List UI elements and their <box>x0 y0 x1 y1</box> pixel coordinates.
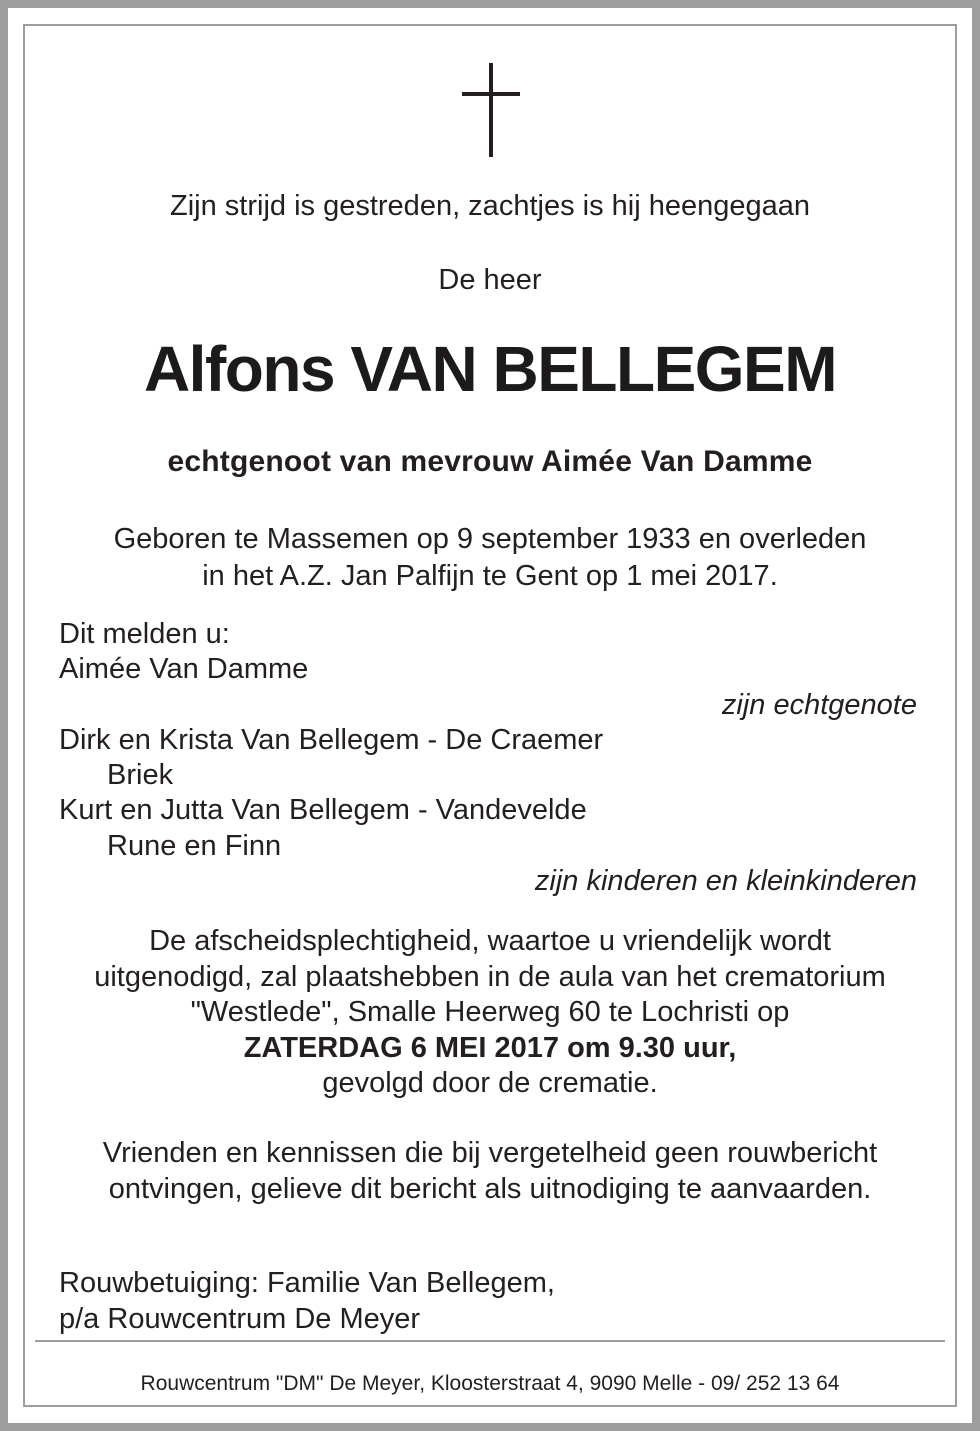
family-children-role: zijn kinderen en kleinkinderen <box>534 865 917 897</box>
condolences-line-1: Rouwbetuiging: Familie Van Bellegem, <box>59 1267 555 1299</box>
family-grandchild-2: Rune en Finn <box>107 830 282 862</box>
ceremony-line-2: uitgenodigd, zal plaatshebben in de aula van het crematorium <box>94 961 886 993</box>
funeral-home-footer: Rouwcentrum "DM" De Meyer, Kloosterstraat 4, 9090 Melle - 09/ 252 13 64 <box>140 1372 840 1395</box>
invitation-line-2: ontvingen, gelieve dit bericht als uitnodiging te aanvaarden. <box>108 1173 872 1205</box>
family-spouse-name: Aimée Van Damme <box>59 653 309 685</box>
cross-horizontal-bar <box>462 92 520 96</box>
ceremony-line-3: "Westlede", Smalle Heerweg 60 te Lochristi op <box>190 996 790 1028</box>
spouse-line: echtgenoot van mevrouw Aimée Van Damme <box>167 445 813 478</box>
family-child-2: Kurt en Jutta Van Bellegem - Vandevelde <box>59 794 587 826</box>
family-spouse-role: zijn echtgenote <box>721 689 917 721</box>
cross-vertical-bar <box>489 63 493 157</box>
cross-icon <box>462 63 520 157</box>
family-child-1: Dirk en Krista Van Bellegem - De Craemer <box>59 724 604 756</box>
ceremony-line-5: gevolgd door de crematie. <box>322 1067 658 1099</box>
ceremony-date: ZATERDAG 6 MEI 2017 om 9.30 uur, <box>243 1032 737 1064</box>
ceremony-line-1: De afscheidsplechtigheid, waartoe u vriendelijk wordt <box>149 925 831 957</box>
announcers-intro: Dit melden u: <box>59 618 230 650</box>
birth-death-line-2: in het A.Z. Jan Palfijn te Gent op 1 mei 2017. <box>202 560 778 592</box>
family-grandchild-1: Briek <box>107 759 174 791</box>
birth-death-line-1: Geboren te Massemen op 9 september 1933 en overleden <box>113 523 867 555</box>
footer-divider <box>35 1340 945 1342</box>
honorific: De heer <box>438 264 542 296</box>
deceased-name: Alfons VAN BELLEGEM <box>143 333 837 405</box>
invitation-line-1: Vrienden en kennissen die bij vergetelheid geen rouwbericht <box>102 1137 878 1169</box>
condolences-line-2: p/a Rouwcentrum De Meyer <box>59 1303 421 1335</box>
memorial-quote: Zijn strijd is gestreden, zachtjes is hij heengegaan <box>170 190 810 222</box>
